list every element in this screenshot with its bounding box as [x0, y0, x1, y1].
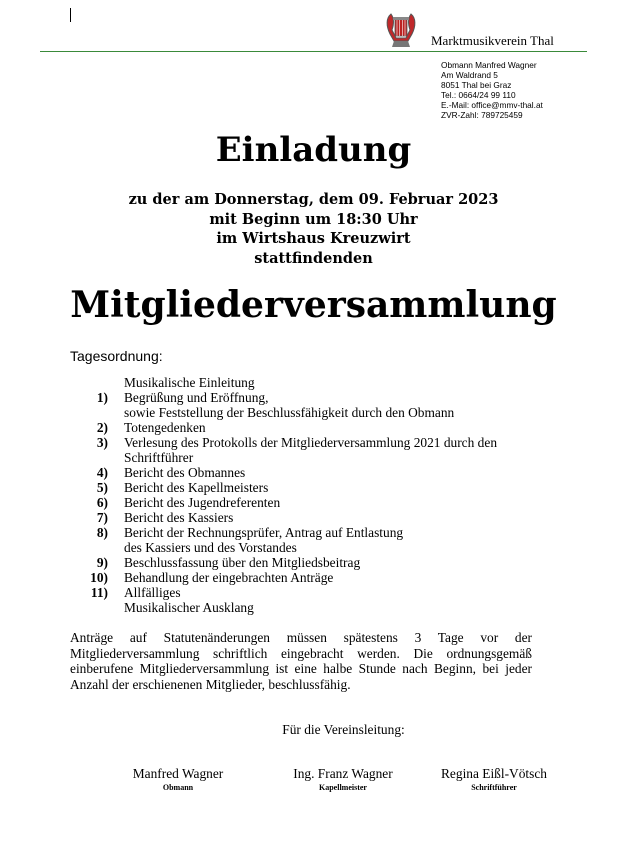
agenda-text: Bericht des Kassiers	[124, 510, 234, 525]
statute-note: Anträge auf Statutenänderungen müssen spätestens 3 Tage vor der Mitgliederversammlung schriftlich eingebracht werden. Die ordnungsgemäß einberufene Mitgliederversammlung ist eine halbe Stunde nach Beginn, bei jeder Anzahl der erschienenen Mitglieder, beschlussfähig.	[70, 630, 532, 692]
agenda-text: Beschlussfassung über den Mitgliedsbeitrag	[124, 555, 361, 570]
contact-line: E.-Mail: office@mmv-thal.at	[441, 100, 543, 110]
agenda-text: Verlesung des Protokolls der Mitgliederversammlung 2021 durch den	[124, 435, 498, 450]
lyre-logo-icon	[384, 10, 418, 48]
agenda-number: 4)	[96, 465, 108, 480]
document-title: Einladung	[215, 130, 412, 170]
signature-block	[98, 766, 258, 792]
signature-header: Für die Vereinsleitung:	[282, 722, 405, 737]
agenda-text: Behandlung der eingebrachten Anträge	[124, 570, 334, 585]
contact-line: Am Waldrand 5	[441, 70, 498, 80]
detail-line: stattfindenden	[254, 249, 373, 267]
agenda-text: Allfälliges	[124, 585, 181, 600]
contact-line: ZVR-Zahl: 789725459	[441, 110, 523, 120]
signature-block	[414, 766, 574, 792]
agenda-text: Begrüßung und Eröffnung,	[124, 390, 269, 405]
detail-line: zu der am Donnerstag, dem 09. Februar 2023	[128, 191, 499, 208]
agenda-number: 11)	[90, 585, 108, 600]
detail-line: im Wirtshaus Kreuzwirt	[216, 230, 411, 247]
agenda-text: Totengedenken	[124, 420, 206, 435]
agenda-number: 1)	[96, 390, 108, 405]
signatory-name: Regina Eißl-Vötsch	[441, 766, 547, 781]
agenda-number: 8)	[96, 525, 108, 540]
agenda-number: 5)	[96, 480, 108, 495]
org-name: Marktmusikverein Thal	[431, 33, 554, 48]
agenda-text: Schriftführer	[124, 450, 194, 465]
agenda-number: 10)	[90, 570, 108, 585]
agenda-number: 6)	[96, 495, 108, 510]
agenda-label: Tagesordnung:	[70, 348, 163, 364]
agenda-text: sowie Feststellung der Beschlussfähigkeit durch den Obmann	[124, 405, 455, 420]
agenda-number: 9)	[96, 555, 108, 570]
signatory-role: Schriftführer	[471, 783, 517, 792]
signatory-role: Obmann	[162, 783, 194, 792]
text-cursor	[70, 8, 71, 22]
agenda-number: 3)	[96, 435, 108, 450]
signatory-name: Manfred Wagner	[132, 766, 224, 781]
header-divider	[40, 51, 587, 52]
agenda-text: Bericht des Kapellmeisters	[124, 480, 269, 495]
event-details	[0, 190, 627, 268]
agenda-number: 2)	[96, 420, 108, 435]
contact-block	[441, 60, 543, 120]
contact-line: Tel.: 0664/24 99 110	[441, 90, 516, 100]
agenda-text: Bericht der Rechnungsprüfer, Antrag auf Entlastung	[124, 525, 404, 540]
signatory-name: Ing. Franz Wagner	[293, 766, 393, 781]
contact-line: 8051 Thal bei Graz	[441, 80, 512, 90]
agenda-text: Bericht des Obmannes	[124, 465, 246, 480]
agenda-number: 7)	[96, 510, 108, 525]
contact-line: Obmann Manfred Wagner	[441, 60, 537, 70]
agenda-text: Musikalischer Ausklang	[124, 600, 254, 615]
agenda-text: des Kassiers und des Vorstandes	[124, 540, 297, 555]
event-name: Mitgliederversammlung	[70, 284, 557, 326]
agenda-text: Bericht des Jugendreferenten	[124, 495, 281, 510]
signatory-role: Kapellmeister	[319, 783, 367, 792]
agenda-text: Musikalische Einleitung	[124, 375, 255, 390]
signature-block	[263, 766, 423, 792]
detail-line: mit Beginn um 18:30 Uhr	[209, 210, 418, 228]
